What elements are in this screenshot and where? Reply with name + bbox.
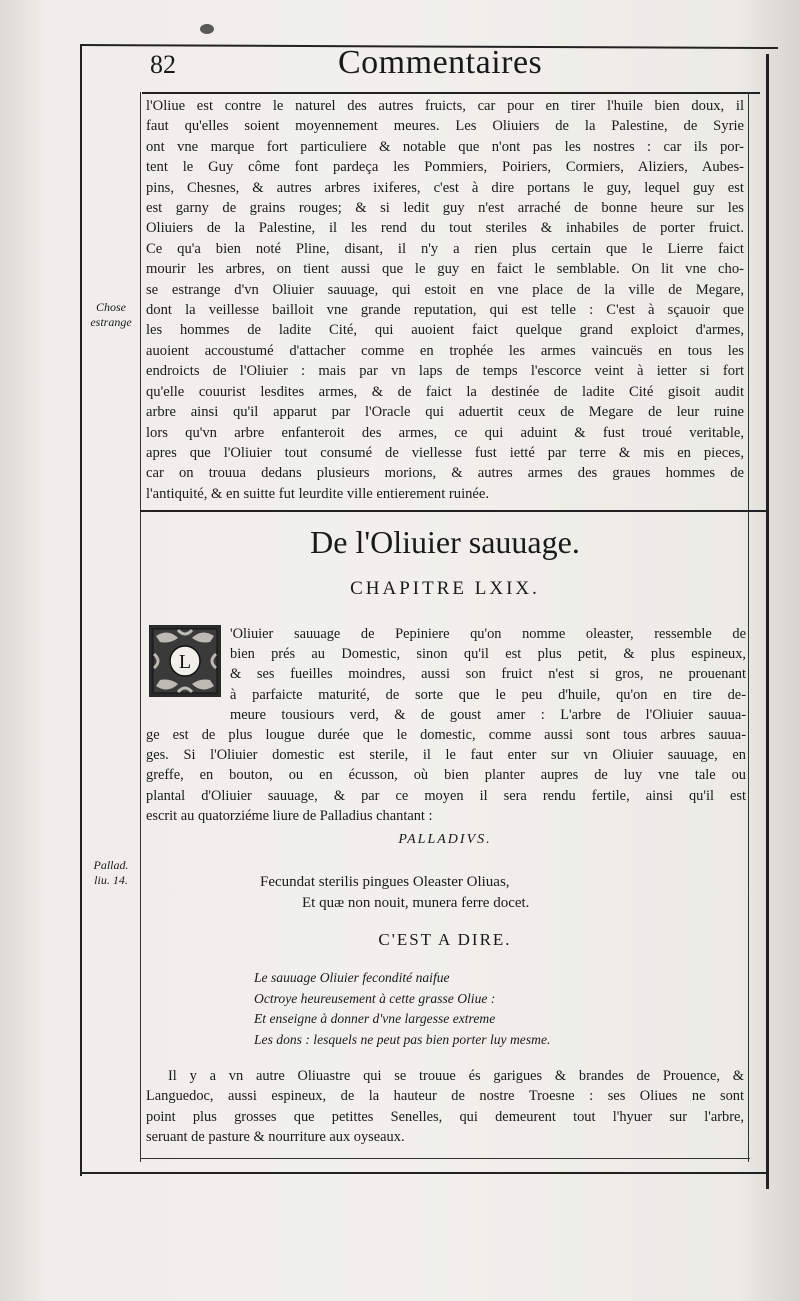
verse-line: Et enseigne à donner d'vne largesse extreme [254, 1011, 496, 1026]
text-line: les hommes de ladite Cité, qui auoient faict quelque grand exploict d'armes, [146, 322, 744, 339]
verse-line: Fecundat sterilis pingues Oleaster Oliuas, [260, 874, 510, 890]
french-verse [254, 968, 714, 1050]
chapter-title: De l'Oliuier sauuage. [310, 524, 580, 560]
header-rule [142, 92, 760, 94]
text-line: mourir les arbres, on tient aussi que le guy en faict le semblable. On lit vne cho- [146, 261, 744, 278]
margin-note-line: Chose [96, 300, 126, 314]
frame-bottom-rule [80, 1172, 768, 1174]
chapter-divider-rule [140, 510, 768, 512]
margin-note-line: liu. 14. [94, 873, 128, 887]
text-bottom-rule [140, 1158, 750, 1159]
translation-heading: C'EST A DIRE. [378, 930, 512, 949]
verse-line: Octroye heureusement à cette grasse Oliue : [254, 990, 496, 1006]
text-line: Il y a vn autre Oliuastre qui se trouue és garigues & brandes de Prouence, & [168, 1068, 744, 1084]
text-line: greffe, en bouton, ou en écusson, où bien planter aupres de luy vne tale ou [146, 767, 746, 784]
text-line: est garny de grains rouges; & si ledit guy n'est arraché de bonne heure sur les [146, 200, 744, 217]
text-line: plantal d'Oliuier sauuage, & par ce moyen il sera rendu fertile, ainsi qu'il est [146, 787, 746, 804]
running-head: Commentaires [338, 44, 543, 81]
text-line: apres que l'Oliuier tout consumé de viellesse fust ietté par terre & mis en pieces, [146, 444, 744, 461]
text-line: bien prés au Domestic, sinon qu'il est plus petit, & plus espineux, [230, 646, 746, 663]
frame-right-rule [766, 54, 769, 1189]
text-line: ges. Si l'Oliuier domestic est sterile, il le faut enter sur vn Oliuier sauuage, en [146, 747, 746, 764]
verse-line: Le sauuage Oliuier fecondité naifue [254, 970, 450, 985]
ornamental-dropcap [148, 624, 222, 698]
text-line: arbre ainsi qu'il apparut par l'Oracle qui aduertit ceux de Megare de leur ruine [146, 404, 744, 421]
text-line: auoient accoustumé d'attacher comme en trophée les armes vaincuës en tous les [146, 342, 744, 359]
text-line: 'Oliuier sauuage de Pepiniere qu'on nomme oleaster, ressemble de [230, 626, 746, 642]
latin-verse [260, 872, 680, 914]
text-line: endroicts de l'Oliuier : mais par vn laps de temps l'escorce veint à ietter si fort [146, 363, 744, 380]
margin-note-chose-estrange [84, 300, 138, 330]
verse-line: Et quæ non nouit, munera ferre docet. [302, 895, 530, 911]
text-line: faut qu'elles soient moyennement meures. Les Oliuiers de la Palestine, de Syrie [146, 118, 744, 135]
text-line: l'Oliue est contre le naturel des autres fruicts, car pour en tirer l'huile bien doux, il [146, 98, 744, 114]
margin-note-pallad [84, 858, 138, 888]
text-line: tent le Guy côme font pardeça les Pommiers, Poiriers, Cormiers, Aliziers, Aubes- [146, 159, 744, 176]
text-line: & ses fueilles moindres, aussi son fruict n'est si gros, ne prouenant [230, 666, 746, 683]
text-line: ont vne marque fort particuliere & notable que n'ont pas les nostres : car ils por- [146, 138, 744, 155]
text-line: point plus grosses que petittes Senelles, qui demeurent tout l'hyuer sur l'arbre, [146, 1108, 744, 1125]
text-line: lors qu'vn arbre enfanteroit des armes, ce qui aduint & fust troué veritable, [146, 424, 744, 441]
text-line: pins, Chesnes, & autres arbres ixiferes, c'est à dire portans le guy, lequel guy est [146, 179, 744, 196]
page-number: 82 [150, 50, 176, 79]
ink-smudge [200, 24, 214, 34]
text-line: car on trouua dedans plusieurs morions, & autres armes des graues hommes de [146, 465, 744, 482]
text-line: seruant de pasture & nourriture aux oyseaux. [146, 1128, 405, 1145]
margin-note-line: estrange [90, 315, 132, 329]
dropcap-ornament-icon [148, 624, 222, 698]
text-line: Ce qu'a bien noté Pline, disant, il n'y a rien plus certain que le Lierre faict [146, 240, 744, 257]
poem-author: PALLADIVS. [398, 832, 492, 847]
margin-note-line: Pallad. [93, 858, 129, 872]
text-column-left-rule [140, 92, 141, 1162]
frame-left-rule [80, 46, 82, 1176]
text-line: l'antiquité, & en suitte fut leurdite ville entierement ruinée. [146, 485, 490, 502]
text-line: se estrange d'vn Oliuier sauuage, qui estoit en vne place de la ville de Megare, [146, 281, 744, 298]
dropcap-letter: L [178, 651, 192, 673]
text-line: à parfaicte maturité, de sorte que le peu d'huile, qu'on en tire de- [230, 686, 746, 703]
body-paragraph-1 [146, 96, 744, 504]
text-line: escrit au quatorziéme liure de Palladius chantant : [146, 807, 433, 824]
text-line: Languedoc, aussi espineux, de la hauteur de nostre Troesne : ses Oliues ne sont [146, 1088, 744, 1105]
chapter-number: CHAPITRE LXIX. [350, 578, 540, 599]
text-line: dont la veillesse bailloit vne grande reputation, qui est telle : C'est à sçauoir que [146, 302, 744, 319]
text-line: ge est de plus lougue durée que le domestic, comme aussi sont tous arbres sauua- [146, 727, 746, 744]
text-column-right-rule [748, 92, 749, 1162]
text-line: meure tousiours verd, & de goust amer : L'arbre de l'Oliuier sauua- [230, 706, 746, 723]
verse-line: Les dons : lesquels ne peut pas bien porter luy mesme. [254, 1031, 551, 1047]
text-line: qu'elle couurist lesdites armes, & de faict la destinée de ladite Cité gisoit audit [146, 383, 744, 400]
body-paragraph-3 [146, 1066, 744, 1147]
body-paragraph-2 [146, 624, 746, 826]
text-line: Oliuiers de la Palestine, il les rend du tout steriles & inhabiles de porter fruict. [146, 220, 744, 237]
